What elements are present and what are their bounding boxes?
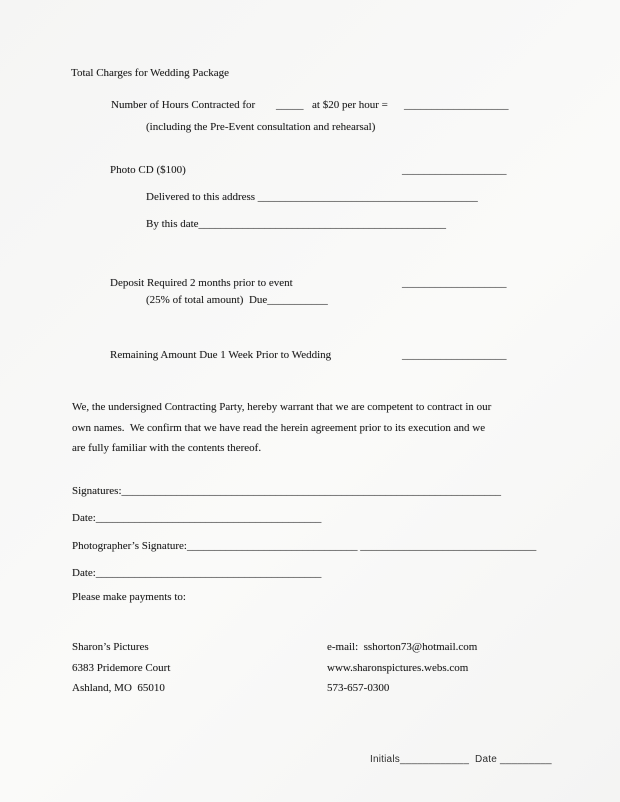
client-date-line: Date:_________________________________________	[72, 512, 322, 524]
remaining-amount-label: Remaining Amount Due 1 Week Prior to Wedding	[110, 349, 332, 361]
payee-name: Sharon’s Pictures	[72, 641, 149, 653]
warrant-paragraph-line3: are fully familiar with the contents thereof.	[72, 442, 262, 454]
delivered-address-line: Delivered to this address ________________________________________	[146, 191, 478, 203]
contact-email: e-mail: sshorton73@hotmail.com	[327, 641, 478, 653]
contact-website: www.sharonspictures.webs.com	[327, 662, 469, 674]
remaining-blank-field: ___________________	[402, 349, 507, 361]
deposit-required-label: Deposit Required 2 months prior to event	[110, 277, 293, 289]
contact-phone: 573-657-0300	[327, 682, 390, 694]
photographer-date-line: Date:_________________________________________	[72, 567, 322, 579]
photo-cd-label: Photo CD ($100)	[110, 164, 186, 176]
warrant-paragraph-line1: We, the undersigned Contracting Party, hereby warrant that we are competent to contract in our	[72, 401, 492, 413]
hours-blank-field: _____	[276, 99, 304, 111]
photo-cd-blank-field: ___________________	[402, 164, 507, 176]
hours-total-blank-field: ___________________	[404, 99, 509, 111]
hourly-rate-label: at $20 per hour =	[312, 99, 388, 111]
by-this-date-line: By this date_____________________________________________	[146, 218, 447, 230]
photographer-signature-line: Photographer’s Signature:_______________________________ ________________________________	[72, 540, 537, 552]
initials-date-footer-line: Initials____________ Date _________	[370, 754, 552, 765]
deposit-blank-field: ___________________	[402, 277, 507, 289]
signatures-line: Signatures:_____________________________________________________________________	[72, 485, 501, 497]
hours-note: (including the Pre-Event consultation and rehearsal)	[146, 121, 376, 133]
payee-street: 6383 Pridemore Court	[72, 662, 171, 674]
warrant-paragraph-line2: own names. We confirm that we have read the herein agreement prior to its execution and we	[72, 422, 486, 434]
payee-city: Ashland, MO 65010	[72, 682, 165, 694]
hours-contracted-label: Number of Hours Contracted for	[111, 99, 256, 111]
doc-title: Total Charges for Wedding Package	[71, 67, 230, 79]
deposit-percentage-note: (25% of total amount) Due___________	[146, 294, 328, 306]
payments-heading: Please make payments to:	[72, 591, 186, 603]
